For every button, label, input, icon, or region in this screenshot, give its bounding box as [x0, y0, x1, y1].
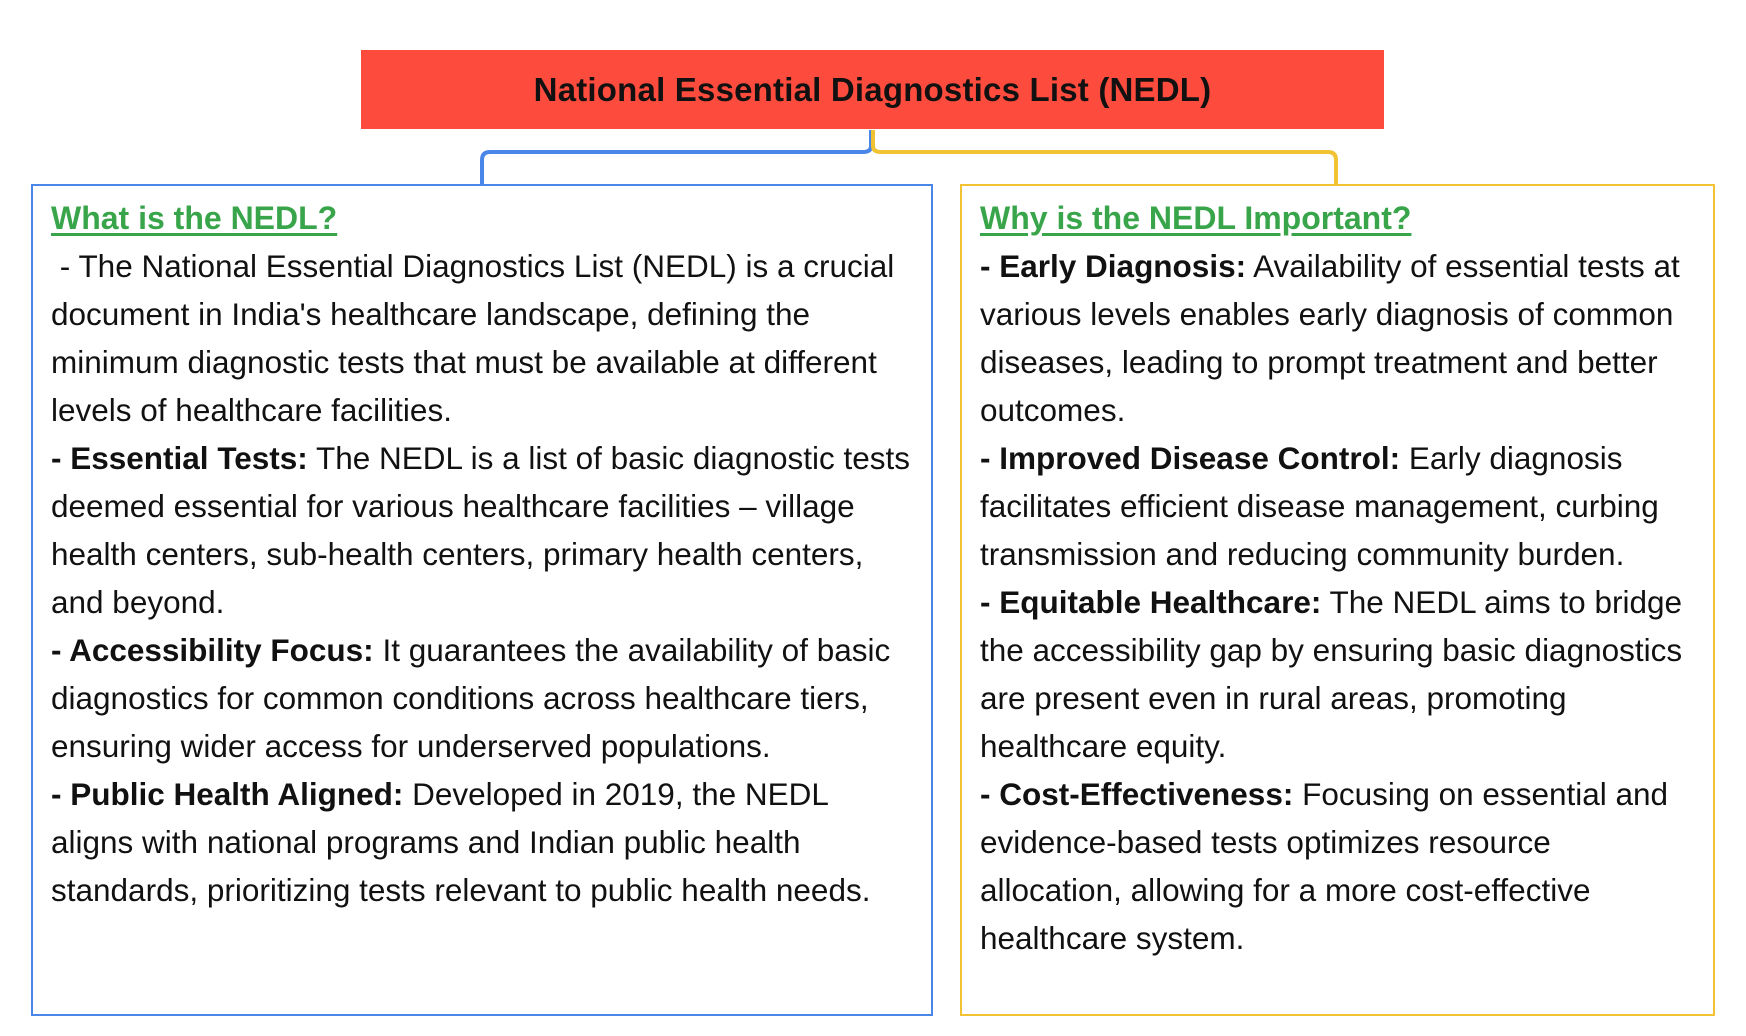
title-box [361, 50, 1384, 129]
item-text: It guarantees the availability of basic diagnostics for common conditions across healthcare tiers, ensuring wider access for underserved populations. [51, 632, 891, 764]
improved-disease-control-item [980, 434, 1695, 578]
accessibility-focus-item [51, 626, 913, 770]
public-health-aligned-item [51, 770, 913, 914]
equitable-healthcare-item [980, 578, 1695, 770]
item-label: - Public Health Aligned: [51, 776, 404, 812]
why-important-panel [960, 184, 1715, 1016]
what-is-nedl-heading: What is the NEDL? [51, 200, 338, 236]
item-label: - Cost-Effectiveness: [980, 776, 1294, 812]
item-text: Developed in 2019, the NEDL aligns with national programs and Indian public health standards, prioritizing tests relevant to public health needs. [51, 776, 871, 908]
what-is-nedl-body [51, 242, 913, 914]
diagram-title: National Essential Diagnostics List (NEDL) [533, 70, 1212, 108]
item-label: - Essential Tests: [51, 440, 308, 476]
why-important-heading: Why is the NEDL Important? [980, 200, 1412, 236]
right-connector [873, 130, 1336, 184]
item-text: The NEDL is a list of basic diagnostic tests deemed essential for various healthcare facilities – village health centers, sub-health centers, primary health centers, and beyond. [51, 440, 911, 620]
item-text: Early diagnosis facilitates efficient disease management, curbing transmission and reducing community burden. [980, 440, 1659, 572]
what-is-nedl-panel [31, 184, 933, 1016]
item-label: - Accessibility Focus: [51, 632, 374, 668]
item-label: - Early Diagnosis: [980, 248, 1247, 284]
item-label: - Equitable Healthcare: [980, 584, 1322, 620]
item-label: - Improved Disease Control: [980, 440, 1401, 476]
essential-tests-item [51, 434, 913, 626]
item-text: Availability of essential tests at various levels enables early diagnosis of common diseases, leading to prompt treatment and better outcomes. [980, 248, 1680, 428]
why-important-body [980, 242, 1695, 962]
item-text: The NEDL aims to bridge the accessibility gap by ensuring basic diagnostics are present even in rural areas, promoting healthcare equity. [980, 584, 1683, 764]
cost-effectiveness-item [980, 770, 1695, 962]
left-connector [482, 130, 871, 184]
item-text: Focusing on essential and evidence-based tests optimizes resource allocation, allowing for a more cost-effective healthcare system. [980, 776, 1669, 956]
early-diagnosis-item [980, 242, 1695, 434]
intro-text: - The National Essential Diagnostics List (NEDL) is a crucial document in India's healthcare landscape, defining the minimum diagnostic tests that must be available at different levels of healthcare facilities. [51, 248, 904, 428]
